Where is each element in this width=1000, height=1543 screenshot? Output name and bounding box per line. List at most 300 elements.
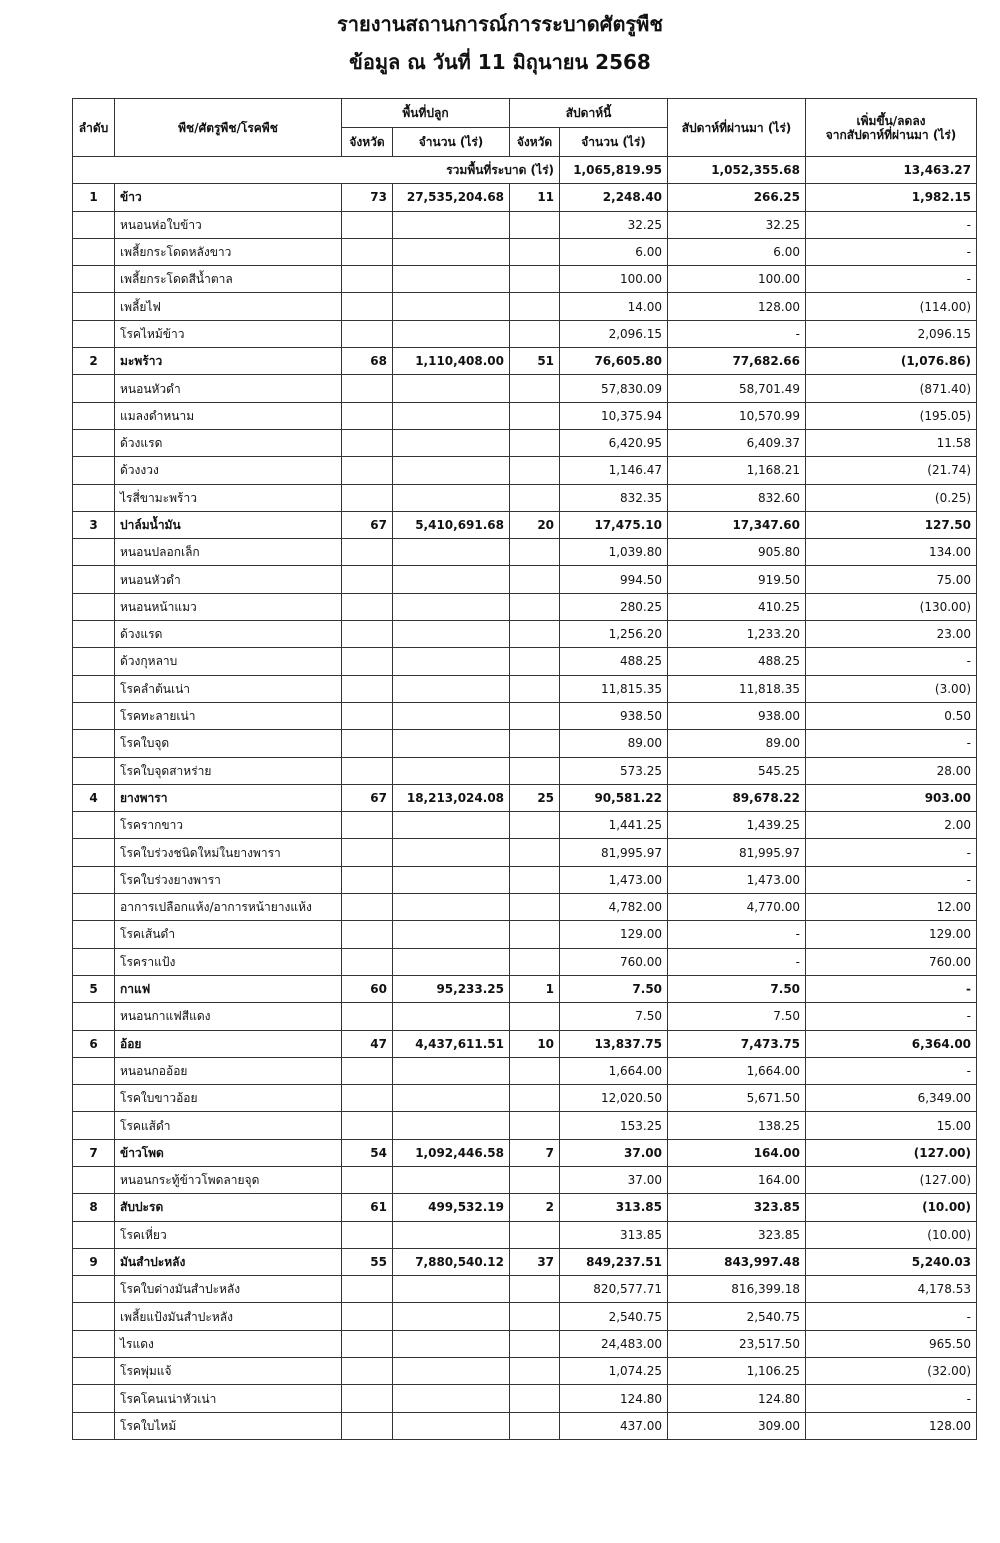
row-planted-amount bbox=[393, 1303, 510, 1330]
row-week-province: 11 bbox=[510, 184, 560, 211]
row-week-amount: 153.25 bbox=[560, 1112, 668, 1139]
row-week-amount: 12,020.50 bbox=[560, 1085, 668, 1112]
row-change: 0.50 bbox=[806, 702, 977, 729]
row-change: (1,076.86) bbox=[806, 348, 977, 375]
row-planted-province bbox=[342, 948, 393, 975]
row-order: 1 bbox=[73, 184, 115, 211]
col-week-province: จังหวัด bbox=[510, 128, 560, 157]
row-last-week: 100.00 bbox=[668, 266, 806, 293]
row-order bbox=[73, 1166, 115, 1193]
row-week-province: 20 bbox=[510, 511, 560, 538]
row-week-province: 7 bbox=[510, 1139, 560, 1166]
row-order bbox=[73, 1057, 115, 1084]
row-last-week: 816,399.18 bbox=[668, 1276, 806, 1303]
row-week-province bbox=[510, 238, 560, 265]
row-change: - bbox=[806, 211, 977, 238]
row-order bbox=[73, 238, 115, 265]
row-planted-amount bbox=[393, 921, 510, 948]
row-planted-amount bbox=[393, 402, 510, 429]
row-name: โรคใบไหม้ bbox=[115, 1412, 342, 1439]
row-week-amount: 1,256.20 bbox=[560, 621, 668, 648]
row-planted-province bbox=[342, 702, 393, 729]
row-week-province bbox=[510, 812, 560, 839]
row-name: อ้อย bbox=[115, 1030, 342, 1057]
row-name: ไรสี่ขามะพร้าว bbox=[115, 484, 342, 511]
row-planted-amount: 95,233.25 bbox=[393, 975, 510, 1002]
pest-row bbox=[73, 1358, 977, 1385]
row-week-province bbox=[510, 1085, 560, 1112]
row-name: หนอนกาแฟสีแดง bbox=[115, 1003, 342, 1030]
pest-row bbox=[73, 1166, 977, 1193]
row-order bbox=[73, 375, 115, 402]
row-name: เพลี้ยกระโดดหลังขาว bbox=[115, 238, 342, 265]
row-name: โรคไหม้ข้าว bbox=[115, 320, 342, 347]
row-order bbox=[73, 621, 115, 648]
row-week-amount: 280.25 bbox=[560, 593, 668, 620]
row-planted-amount bbox=[393, 894, 510, 921]
row-planted-province bbox=[342, 866, 393, 893]
row-planted-amount bbox=[393, 621, 510, 648]
row-week-province bbox=[510, 593, 560, 620]
pest-row bbox=[73, 1330, 977, 1357]
row-week-province bbox=[510, 402, 560, 429]
row-name: กาแฟ bbox=[115, 975, 342, 1002]
col-planted-area: พื้นที่ปลูก bbox=[342, 99, 510, 128]
row-planted-amount bbox=[393, 1358, 510, 1385]
row-order bbox=[73, 1303, 115, 1330]
crop-row bbox=[73, 1139, 977, 1166]
row-name: โรคเหี่ยว bbox=[115, 1221, 342, 1248]
row-week-amount: 76,605.80 bbox=[560, 348, 668, 375]
row-week-amount: 760.00 bbox=[560, 948, 668, 975]
row-name: โรคใบร่วงยางพารา bbox=[115, 866, 342, 893]
row-name: มันสำปะหลัง bbox=[115, 1248, 342, 1275]
row-last-week: 128.00 bbox=[668, 293, 806, 320]
row-last-week: 1,664.00 bbox=[668, 1057, 806, 1084]
row-week-province: 25 bbox=[510, 784, 560, 811]
row-planted-amount bbox=[393, 375, 510, 402]
row-planted-province bbox=[342, 1221, 393, 1248]
row-planted-province bbox=[342, 1358, 393, 1385]
row-week-province bbox=[510, 1358, 560, 1385]
row-week-province bbox=[510, 539, 560, 566]
row-week-amount: 1,074.25 bbox=[560, 1358, 668, 1385]
pest-row bbox=[73, 566, 977, 593]
row-change: - bbox=[806, 648, 977, 675]
row-week-amount: 37.00 bbox=[560, 1139, 668, 1166]
row-week-province bbox=[510, 730, 560, 757]
row-order bbox=[73, 1358, 115, 1385]
row-order bbox=[73, 812, 115, 839]
row-week-amount: 7.50 bbox=[560, 975, 668, 1002]
row-last-week: 545.25 bbox=[668, 757, 806, 784]
row-planted-amount bbox=[393, 730, 510, 757]
row-last-week: 4,770.00 bbox=[668, 894, 806, 921]
row-name: หนอนหน้าแมว bbox=[115, 593, 342, 620]
row-last-week: 843,997.48 bbox=[668, 1248, 806, 1275]
row-name: ข้าวโพด bbox=[115, 1139, 342, 1166]
row-planted-amount bbox=[393, 1085, 510, 1112]
row-week-amount: 90,581.22 bbox=[560, 784, 668, 811]
row-name: ยางพารา bbox=[115, 784, 342, 811]
row-order bbox=[73, 1003, 115, 1030]
row-planted-province bbox=[342, 1303, 393, 1330]
pest-row bbox=[73, 621, 977, 648]
report-date: ข้อมูล ณ วันที่ 11 มิถุนายน 2568 bbox=[349, 50, 651, 74]
row-name: หนอนหัวดำ bbox=[115, 566, 342, 593]
row-change: (195.05) bbox=[806, 402, 977, 429]
row-planted-amount bbox=[393, 839, 510, 866]
row-week-province bbox=[510, 566, 560, 593]
row-change: 5,240.03 bbox=[806, 1248, 977, 1275]
row-planted-amount bbox=[393, 866, 510, 893]
pest-row bbox=[73, 866, 977, 893]
row-planted-amount bbox=[393, 948, 510, 975]
row-change: - bbox=[806, 866, 977, 893]
pest-row bbox=[73, 1303, 977, 1330]
row-planted-province bbox=[342, 1003, 393, 1030]
row-planted-province bbox=[342, 293, 393, 320]
crop-row bbox=[73, 348, 977, 375]
row-week-province bbox=[510, 1303, 560, 1330]
row-week-amount: 4,782.00 bbox=[560, 894, 668, 921]
row-last-week: 905.80 bbox=[668, 539, 806, 566]
total-row bbox=[73, 157, 977, 184]
row-week-province bbox=[510, 1166, 560, 1193]
row-week-province bbox=[510, 484, 560, 511]
row-planted-amount bbox=[393, 266, 510, 293]
row-planted-province bbox=[342, 757, 393, 784]
row-last-week: 488.25 bbox=[668, 648, 806, 675]
row-change: 12.00 bbox=[806, 894, 977, 921]
pest-row bbox=[73, 429, 977, 456]
row-planted-province: 55 bbox=[342, 1248, 393, 1275]
row-planted-province: 60 bbox=[342, 975, 393, 1002]
pest-row bbox=[73, 812, 977, 839]
row-last-week: 919.50 bbox=[668, 566, 806, 593]
row-week-amount: 1,039.80 bbox=[560, 539, 668, 566]
row-order bbox=[73, 1385, 115, 1412]
row-week-amount: 89.00 bbox=[560, 730, 668, 757]
pest-row bbox=[73, 1385, 977, 1412]
row-week-amount: 129.00 bbox=[560, 921, 668, 948]
row-week-amount: 13,837.75 bbox=[560, 1030, 668, 1057]
row-last-week: 17,347.60 bbox=[668, 511, 806, 538]
row-last-week: 89,678.22 bbox=[668, 784, 806, 811]
row-week-amount: 313.85 bbox=[560, 1194, 668, 1221]
row-change: 6,364.00 bbox=[806, 1030, 977, 1057]
crop-row bbox=[73, 1030, 977, 1057]
row-last-week: 938.00 bbox=[668, 702, 806, 729]
col-planted-province: จังหวัด bbox=[342, 128, 393, 157]
pest-row bbox=[73, 1003, 977, 1030]
row-name: โรครากขาว bbox=[115, 812, 342, 839]
row-week-amount: 849,237.51 bbox=[560, 1248, 668, 1275]
row-change: (127.00) bbox=[806, 1139, 977, 1166]
row-change: - bbox=[806, 1003, 977, 1030]
row-week-province bbox=[510, 648, 560, 675]
row-name: หนอนปลอกเล็ก bbox=[115, 539, 342, 566]
row-last-week: 309.00 bbox=[668, 1412, 806, 1439]
col-planted-amount: จำนวน (ไร่) bbox=[393, 128, 510, 157]
pest-row bbox=[73, 757, 977, 784]
row-week-province: 37 bbox=[510, 1248, 560, 1275]
row-planted-province bbox=[342, 675, 393, 702]
row-name: สับปะรด bbox=[115, 1194, 342, 1221]
row-name: ปาล์มน้ำมัน bbox=[115, 511, 342, 538]
row-name: อาการเปลือกแห้ง/อาการหน้ายางแห้ง bbox=[115, 894, 342, 921]
row-week-amount: 17,475.10 bbox=[560, 511, 668, 538]
row-last-week: 10,570.99 bbox=[668, 402, 806, 429]
row-order bbox=[73, 648, 115, 675]
row-name: หนอนห่อใบข้าว bbox=[115, 211, 342, 238]
col-change bbox=[806, 99, 977, 157]
crop-row bbox=[73, 1248, 977, 1275]
row-last-week: 832.60 bbox=[668, 484, 806, 511]
crop-row bbox=[73, 784, 977, 811]
row-week-amount: 57,830.09 bbox=[560, 375, 668, 402]
row-name: เพลี้ยกระโดดสีน้ำตาล bbox=[115, 266, 342, 293]
table-body bbox=[73, 157, 977, 1440]
pest-row bbox=[73, 921, 977, 948]
pest-row bbox=[73, 375, 977, 402]
col-crop: พืช/ศัตรูพืช/โรคพืช bbox=[115, 99, 342, 157]
row-order bbox=[73, 293, 115, 320]
row-change: 6,349.00 bbox=[806, 1085, 977, 1112]
row-week-province bbox=[510, 1385, 560, 1412]
row-week-amount: 1,146.47 bbox=[560, 457, 668, 484]
row-last-week: 323.85 bbox=[668, 1221, 806, 1248]
row-change: 75.00 bbox=[806, 566, 977, 593]
row-order bbox=[73, 1221, 115, 1248]
row-week-amount: 832.35 bbox=[560, 484, 668, 511]
row-change: - bbox=[806, 975, 977, 1002]
row-change: (114.00) bbox=[806, 293, 977, 320]
row-change: 129.00 bbox=[806, 921, 977, 948]
row-planted-province bbox=[342, 1057, 393, 1084]
row-week-province bbox=[510, 948, 560, 975]
row-order: 7 bbox=[73, 1139, 115, 1166]
row-name: หนอนกระทู้ข้าวโพดลายจุด bbox=[115, 1166, 342, 1193]
row-week-amount: 313.85 bbox=[560, 1221, 668, 1248]
pest-row bbox=[73, 1085, 977, 1112]
row-week-amount: 488.25 bbox=[560, 648, 668, 675]
row-week-province bbox=[510, 1330, 560, 1357]
row-change: 127.50 bbox=[806, 511, 977, 538]
row-change: (10.00) bbox=[806, 1221, 977, 1248]
row-change: (32.00) bbox=[806, 1358, 977, 1385]
row-week-province bbox=[510, 1112, 560, 1139]
row-name: ด้วงแรด bbox=[115, 621, 342, 648]
row-last-week: 89.00 bbox=[668, 730, 806, 757]
pest-outbreak-table bbox=[72, 98, 977, 1440]
row-week-province bbox=[510, 675, 560, 702]
row-planted-province bbox=[342, 211, 393, 238]
row-planted-amount: 499,532.19 bbox=[393, 1194, 510, 1221]
row-name: ด้วงแรด bbox=[115, 429, 342, 456]
header-row-1 bbox=[73, 99, 977, 128]
row-planted-amount: 5,410,691.68 bbox=[393, 511, 510, 538]
row-week-province bbox=[510, 266, 560, 293]
row-week-province bbox=[510, 429, 560, 456]
row-last-week: 164.00 bbox=[668, 1166, 806, 1193]
row-week-amount: 938.50 bbox=[560, 702, 668, 729]
row-name: แมลงดำหนาม bbox=[115, 402, 342, 429]
row-planted-amount bbox=[393, 1112, 510, 1139]
row-week-province bbox=[510, 1057, 560, 1084]
row-change: - bbox=[806, 730, 977, 757]
pest-row bbox=[73, 839, 977, 866]
row-planted-amount bbox=[393, 1003, 510, 1030]
pest-row bbox=[73, 539, 977, 566]
row-planted-amount bbox=[393, 320, 510, 347]
row-name: โรคลำต้นเน่า bbox=[115, 675, 342, 702]
row-order bbox=[73, 484, 115, 511]
row-week-province: 2 bbox=[510, 1194, 560, 1221]
row-change: 128.00 bbox=[806, 1412, 977, 1439]
row-change: 760.00 bbox=[806, 948, 977, 975]
row-planted-province bbox=[342, 375, 393, 402]
row-planted-province bbox=[342, 484, 393, 511]
row-change: 15.00 bbox=[806, 1112, 977, 1139]
row-planted-province bbox=[342, 1412, 393, 1439]
row-change: - bbox=[806, 1057, 977, 1084]
row-planted-province: 47 bbox=[342, 1030, 393, 1057]
row-order: 2 bbox=[73, 348, 115, 375]
row-order bbox=[73, 1112, 115, 1139]
pest-row bbox=[73, 293, 977, 320]
row-planted-province bbox=[342, 429, 393, 456]
row-last-week: 1,439.25 bbox=[668, 812, 806, 839]
row-week-province bbox=[510, 757, 560, 784]
pest-row bbox=[73, 320, 977, 347]
row-order bbox=[73, 266, 115, 293]
pest-row bbox=[73, 1276, 977, 1303]
row-week-amount: 573.25 bbox=[560, 757, 668, 784]
row-planted-province bbox=[342, 1276, 393, 1303]
row-week-province bbox=[510, 921, 560, 948]
row-planted-province bbox=[342, 1166, 393, 1193]
row-order bbox=[73, 1412, 115, 1439]
row-planted-province bbox=[342, 621, 393, 648]
row-order bbox=[73, 948, 115, 975]
row-name: มะพร้าว bbox=[115, 348, 342, 375]
row-planted-amount bbox=[393, 702, 510, 729]
row-week-province bbox=[510, 375, 560, 402]
row-planted-province bbox=[342, 1085, 393, 1112]
row-change: - bbox=[806, 1303, 977, 1330]
row-planted-amount bbox=[393, 757, 510, 784]
report-title: รายงานสถานการณ์การระบาดศัตรูพืช bbox=[337, 12, 663, 36]
row-last-week: 81,995.97 bbox=[668, 839, 806, 866]
row-week-amount: 6,420.95 bbox=[560, 429, 668, 456]
row-change: 4,178.53 bbox=[806, 1276, 977, 1303]
row-order bbox=[73, 566, 115, 593]
row-order bbox=[73, 402, 115, 429]
row-name: โรคทะลายเน่า bbox=[115, 702, 342, 729]
crop-row bbox=[73, 1194, 977, 1221]
row-last-week: 266.25 bbox=[668, 184, 806, 211]
row-week-amount: 437.00 bbox=[560, 1412, 668, 1439]
row-name: ด้วงงวง bbox=[115, 457, 342, 484]
row-planted-amount bbox=[393, 429, 510, 456]
row-week-amount: 1,664.00 bbox=[560, 1057, 668, 1084]
col-week-amount: จำนวน (ไร่) bbox=[560, 128, 668, 157]
row-week-amount: 81,995.97 bbox=[560, 839, 668, 866]
row-last-week: 23,517.50 bbox=[668, 1330, 806, 1357]
row-week-province bbox=[510, 621, 560, 648]
row-planted-province bbox=[342, 402, 393, 429]
row-change: (871.40) bbox=[806, 375, 977, 402]
row-planted-province bbox=[342, 730, 393, 757]
row-last-week: 138.25 bbox=[668, 1112, 806, 1139]
row-planted-amount: 7,880,540.12 bbox=[393, 1248, 510, 1275]
row-planted-amount bbox=[393, 812, 510, 839]
row-change: 903.00 bbox=[806, 784, 977, 811]
row-name: โรคใบจุด bbox=[115, 730, 342, 757]
pest-row bbox=[73, 484, 977, 511]
row-name: โรคใบร่วงชนิดใหม่ในยางพารา bbox=[115, 839, 342, 866]
row-week-province bbox=[510, 293, 560, 320]
row-name: โรคเส้นดำ bbox=[115, 921, 342, 948]
row-planted-province: 73 bbox=[342, 184, 393, 211]
row-order bbox=[73, 1330, 115, 1357]
row-last-week: 1,106.25 bbox=[668, 1358, 806, 1385]
row-last-week: 1,473.00 bbox=[668, 866, 806, 893]
row-planted-province bbox=[342, 921, 393, 948]
row-last-week: 6.00 bbox=[668, 238, 806, 265]
crop-row bbox=[73, 184, 977, 211]
row-planted-amount: 1,110,408.00 bbox=[393, 348, 510, 375]
row-week-amount: 820,577.71 bbox=[560, 1276, 668, 1303]
row-planted-province bbox=[342, 266, 393, 293]
row-planted-amount bbox=[393, 539, 510, 566]
row-week-amount: 994.50 bbox=[560, 566, 668, 593]
row-last-week: - bbox=[668, 948, 806, 975]
row-planted-amount bbox=[393, 211, 510, 238]
col-last-week: สัปดาห์ที่ผ่านมา (ไร่) bbox=[668, 99, 806, 157]
row-order bbox=[73, 921, 115, 948]
crop-row bbox=[73, 511, 977, 538]
row-week-amount: 37.00 bbox=[560, 1166, 668, 1193]
row-change: (130.00) bbox=[806, 593, 977, 620]
row-order: 5 bbox=[73, 975, 115, 1002]
row-planted-amount bbox=[393, 238, 510, 265]
row-change: (127.00) bbox=[806, 1166, 977, 1193]
row-planted-province bbox=[342, 894, 393, 921]
row-last-week: 7.50 bbox=[668, 1003, 806, 1030]
pest-row bbox=[73, 457, 977, 484]
row-planted-province bbox=[342, 1112, 393, 1139]
row-order bbox=[73, 593, 115, 620]
row-last-week: 5,671.50 bbox=[668, 1085, 806, 1112]
row-planted-province bbox=[342, 457, 393, 484]
row-week-province bbox=[510, 702, 560, 729]
row-planted-province bbox=[342, 566, 393, 593]
row-name: เพลี้ยไฟ bbox=[115, 293, 342, 320]
report-header bbox=[0, 8, 1000, 78]
row-week-amount: 100.00 bbox=[560, 266, 668, 293]
row-order bbox=[73, 1085, 115, 1112]
row-order bbox=[73, 211, 115, 238]
pest-row bbox=[73, 1112, 977, 1139]
row-last-week: - bbox=[668, 320, 806, 347]
row-week-province bbox=[510, 1221, 560, 1248]
row-name: โรคราแป้ง bbox=[115, 948, 342, 975]
row-planted-province bbox=[342, 1330, 393, 1357]
row-week-amount: 32.25 bbox=[560, 211, 668, 238]
row-week-amount: 1,473.00 bbox=[560, 866, 668, 893]
